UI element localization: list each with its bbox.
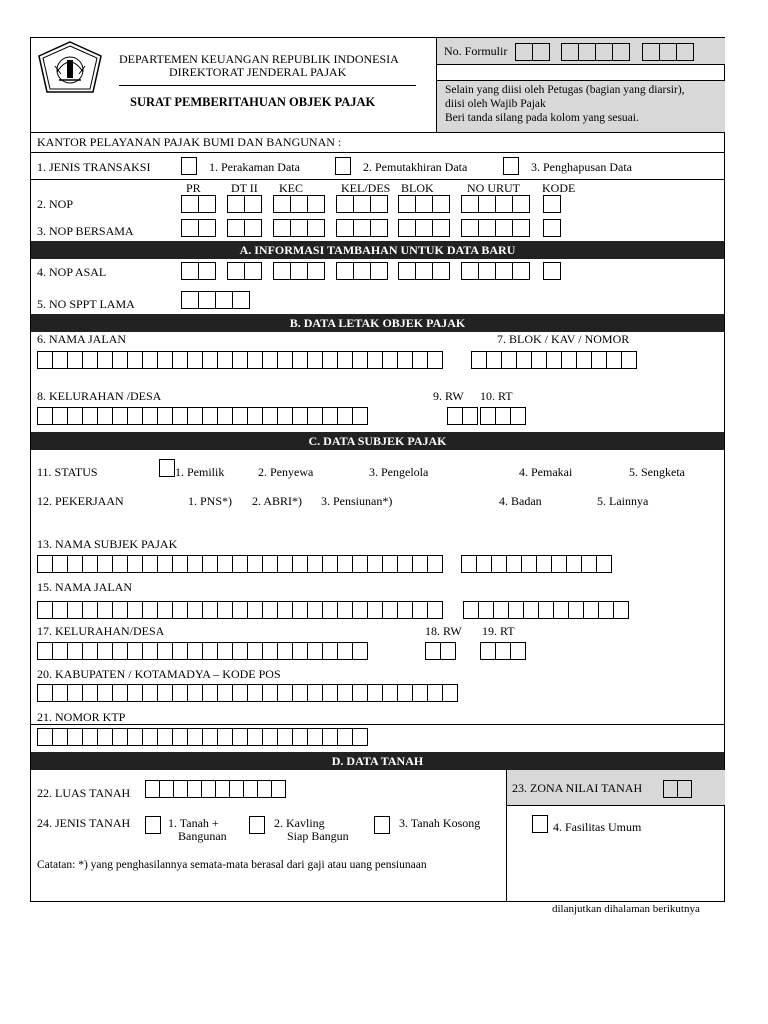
directorate-name: DIREKTORAT JENDERAL PAJAK [169, 65, 347, 79]
rw-label: 9. RW [433, 389, 464, 403]
divider [31, 724, 724, 725]
formulir-hline [436, 64, 725, 65]
kabupaten-boxes[interactable] [37, 684, 457, 702]
catatan-note: Catatan: *) yang penghasilannya semata-mata berasal dari gaji atau uang pensiunaan [37, 859, 427, 871]
pekerjaan-option-3: 3. Pensiunan*) [321, 494, 393, 508]
tanah-option-1-cont: Bangunan [178, 829, 227, 843]
nop-pr-boxes[interactable] [181, 195, 215, 213]
nop-col-nourut: NO URUT [467, 181, 520, 195]
nama-subjek-boxes-1[interactable] [37, 555, 442, 573]
continued-note: dilanjutkan dihalaman berikutnya [552, 903, 700, 915]
kelurahan-label: 8. KELURAHAN /DESA [37, 389, 162, 403]
form-title: SURAT PEMBERITAHUAN OBJEK PAJAK [130, 95, 376, 109]
subjek-rw-label: 18. RW [425, 624, 462, 638]
nopb-blok-boxes[interactable] [398, 219, 449, 237]
nopb-kode-boxes[interactable] [543, 219, 560, 237]
formulir-boxes-1[interactable] [515, 43, 549, 61]
transaksi-checkbox-1[interactable] [181, 157, 197, 175]
nopasal-pr-boxes[interactable] [181, 262, 215, 280]
blok-kav-label: 7. BLOK / KAV / NOMOR [497, 332, 630, 346]
section-c-header: C. DATA SUBJEK PAJAK [31, 432, 724, 450]
transaksi-checkbox-3[interactable] [503, 157, 519, 175]
subjek-rw-boxes[interactable] [425, 642, 455, 660]
nop-kode-boxes[interactable] [543, 195, 560, 213]
nama-subjek-label: 13. NAMA SUBJEK PAJAK [37, 537, 178, 551]
formulir-boxes-3[interactable] [642, 43, 693, 61]
kantor-label: KANTOR PELAYANAN PAJAK BUMI DAN BANGUNAN : [37, 135, 342, 149]
rw-boxes[interactable] [447, 407, 477, 425]
blok-kav-boxes[interactable] [471, 351, 636, 369]
sppt-lama-boxes[interactable] [181, 291, 249, 309]
nop-blok-boxes[interactable] [398, 195, 449, 213]
zona-label: 23. ZONA NILAI TANAH [512, 781, 643, 795]
formulir-label: No. Formulir [444, 44, 508, 58]
divider [31, 179, 724, 180]
instruction-line-1: Selain yang diisi oleh Petugas (bagian yang diarsir), [445, 84, 685, 96]
luas-tanah-boxes[interactable] [145, 780, 285, 798]
nop-asal-label: 4. NOP ASAL [37, 265, 107, 279]
jenis-tanah-label: 24. JENIS TANAH [37, 816, 131, 830]
nopb-keldes-boxes[interactable] [336, 219, 387, 237]
subjek-jalan-label: 15. NAMA JALAN [37, 580, 133, 594]
sppt-lama-label: 5. NO SPPT LAMA [37, 297, 135, 311]
pekerjaan-option-2: 2. ABRI*) [252, 494, 303, 508]
status-option-3: 3. Pengelola [369, 465, 429, 479]
tanah-option-4: 4. Fasilitas Umum [553, 820, 642, 834]
status-option-2: 2. Penyewa [258, 465, 314, 479]
subjek-rt-label: 19. RT [482, 624, 515, 638]
nop-col-keldes: KEL/DES [341, 181, 391, 195]
kelurahan-boxes[interactable] [37, 407, 367, 425]
nop-nourut-boxes[interactable] [461, 195, 529, 213]
nop-bersama-label: 3. NOP BERSAMA [37, 224, 134, 238]
rt-label: 10. RT [480, 389, 513, 403]
status-option-4: 4. Pemakai [519, 465, 573, 479]
ktp-label: 21. NOMOR KTP [37, 710, 126, 724]
nopasal-kec-boxes[interactable] [273, 262, 324, 280]
instruction-line-2: diisi oleh Wajib Pajak [445, 98, 546, 110]
pekerjaan-option-4: 4. Badan [499, 494, 542, 508]
transaksi-option-3: 3. Penghapusan Data [531, 160, 632, 174]
subjek-kelurahan-label: 17. KELURAHAN/DESA [37, 624, 165, 638]
nopasal-blok-boxes[interactable] [398, 262, 449, 280]
nopb-pr-boxes[interactable] [181, 219, 215, 237]
nopasal-kode-boxes[interactable] [543, 262, 560, 280]
jenis-transaksi-label: 1. JENIS TRANSAKSI [37, 160, 151, 174]
nama-jalan-label: 6. NAMA JALAN [37, 332, 127, 346]
divider [31, 132, 724, 133]
pekerjaan-option-5: 5. Lainnya [597, 494, 649, 508]
transaksi-option-2: 2. Pemutakhiran Data [363, 160, 468, 174]
tanah-option-2-cont: Siap Bangun [287, 829, 349, 843]
nopb-dt2-boxes[interactable] [227, 219, 261, 237]
tanah-checkbox-1[interactable] [145, 816, 161, 834]
zona-hline [506, 805, 725, 806]
ministry-name: DEPARTEMEN KEUANGAN REPUBLIK INDONESIA [119, 52, 399, 66]
nopb-kec-boxes[interactable] [273, 219, 324, 237]
subjek-rt-boxes[interactable] [480, 642, 525, 660]
nop-keldes-boxes[interactable] [336, 195, 387, 213]
spop-form [30, 37, 725, 902]
nop-col-blok: BLOK [401, 181, 434, 195]
transaksi-checkbox-2[interactable] [335, 157, 351, 175]
nopasal-keldes-boxes[interactable] [336, 262, 387, 280]
nop-col-kec: KEC [279, 181, 303, 195]
rt-boxes[interactable] [480, 407, 525, 425]
status-checkbox[interactable] [159, 459, 175, 477]
section-b-header: B. DATA LETAK OBJEK PAJAK [31, 314, 724, 332]
kabupaten-label: 20. KABUPATEN / KOTAMADYA – KODE POS [37, 667, 281, 681]
nop-dt2-boxes[interactable] [227, 195, 261, 213]
subjek-jalan-boxes-2[interactable] [463, 601, 628, 619]
transaksi-option-1: 1. Perakaman Data [209, 160, 300, 174]
nop-col-kode: KODE [542, 181, 576, 195]
nop-label: 2. NOP [37, 197, 74, 211]
tanah-checkbox-2[interactable] [249, 816, 265, 834]
nop-col-dt2: DT II [231, 181, 258, 195]
zona-boxes[interactable] [663, 780, 691, 798]
subjek-jalan-boxes-1[interactable] [37, 601, 442, 619]
nopb-nourut-boxes[interactable] [461, 219, 529, 237]
status-option-5: 5. Sengketa [629, 465, 685, 479]
status-option-1: 1. Pemilik [175, 465, 225, 479]
tanah-option-2: 2. Kavling [274, 816, 325, 830]
nama-subjek-boxes-2[interactable] [461, 555, 611, 573]
tanah-option-3: 3. Tanah Kosong [399, 816, 481, 830]
ktp-boxes[interactable] [37, 728, 367, 746]
pekerjaan-label: 12. PEKERJAAN [37, 494, 124, 508]
nop-col-pr: PR [186, 181, 201, 195]
divider [31, 152, 724, 153]
subjek-kelurahan-boxes[interactable] [37, 642, 367, 660]
section-a-header: A. INFORMASI TAMBAHAN UNTUK DATA BARU [31, 241, 724, 259]
status-label: 11. STATUS [37, 465, 98, 479]
emblem-icon [37, 40, 103, 94]
pekerjaan-option-1: 1. PNS*) [188, 494, 233, 508]
section-d-header: D. DATA TANAH [31, 752, 724, 770]
tanah-checkbox-4[interactable] [532, 815, 548, 833]
nama-jalan-boxes[interactable] [37, 351, 442, 369]
luas-tanah-label: 22. LUAS TANAH [37, 786, 131, 800]
instruction-line-3: Beri tanda silang pada kolom yang sesuai. [445, 112, 639, 124]
tanah-checkbox-3[interactable] [374, 816, 390, 834]
nopasal-dt2-boxes[interactable] [227, 262, 261, 280]
nop-kec-boxes[interactable] [273, 195, 324, 213]
tanah-option-1: 1. Tanah + [168, 816, 219, 830]
header-divider [119, 85, 416, 86]
nopasal-nourut-boxes[interactable] [461, 262, 529, 280]
instruction-hline [436, 80, 725, 81]
formulir-boxes-2[interactable] [561, 43, 629, 61]
